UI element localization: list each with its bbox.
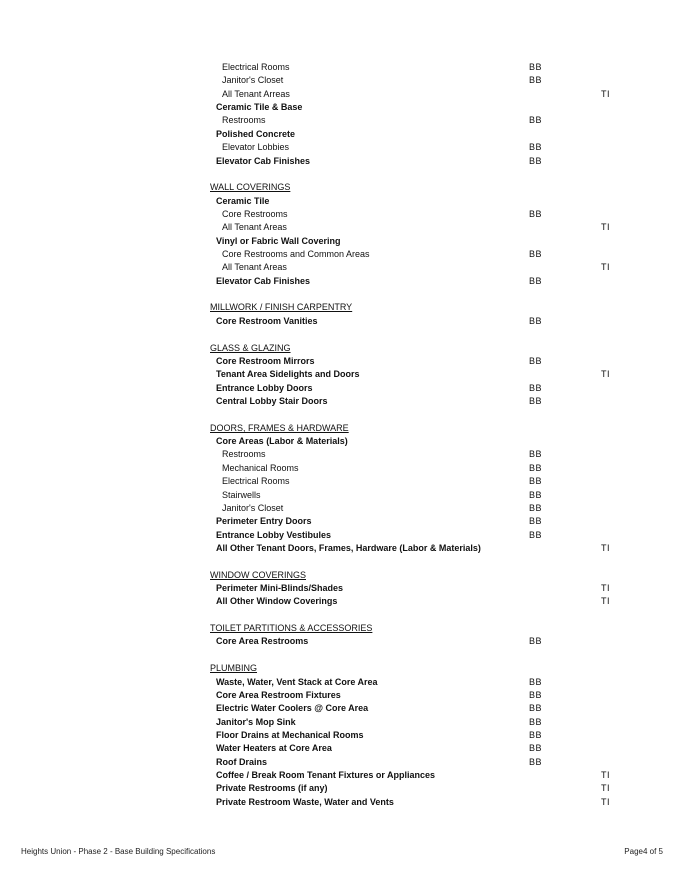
spec-item — [0, 101, 683, 114]
base-building-mark: BB — [529, 716, 543, 727]
spec-subitem — [0, 114, 683, 127]
spec-subitem — [0, 221, 683, 234]
base-building-mark: BB — [529, 636, 543, 647]
spec-item — [0, 769, 683, 782]
spec-label: Perimeter Entry Doors — [216, 516, 312, 527]
tenant-improvement-mark: TI — [601, 770, 610, 781]
spec-label: Perimeter Mini-Blinds/Shades — [216, 583, 344, 594]
base-building-mark: BB — [529, 142, 543, 153]
base-building-mark: BB — [529, 476, 543, 487]
tenant-improvement-mark: TI — [601, 542, 610, 553]
spec-item — [0, 515, 683, 528]
footer-page-number: Page4 of 5 — [624, 847, 663, 856]
tenant-improvement-mark: TI — [601, 88, 610, 99]
spec-label: Core Areas (Labor & Materials) — [216, 436, 348, 447]
section-heading — [0, 422, 683, 435]
spec-item — [0, 702, 683, 715]
base-building-mark: BB — [529, 689, 543, 700]
spec-subitem — [0, 462, 683, 475]
spacer-row — [0, 555, 683, 568]
base-building-mark: BB — [529, 275, 543, 286]
base-building-mark: BB — [529, 315, 543, 326]
section-heading — [0, 301, 683, 314]
spec-item — [0, 676, 683, 689]
section-heading — [0, 342, 683, 355]
spec-label: DOORS, FRAMES & HARDWARE — [210, 422, 349, 433]
spec-label: MILLWORK / FINISH CARPENTRY — [210, 302, 353, 313]
spec-label: Mechanical Rooms — [222, 462, 299, 473]
spec-subitem — [0, 261, 683, 274]
spec-label: Core Area Restrooms — [216, 636, 309, 647]
spec-subitem — [0, 248, 683, 261]
spec-label: WINDOW COVERINGS — [210, 569, 306, 580]
spec-label: TOILET PARTITIONS & ACCESSORIES — [210, 623, 373, 634]
spec-label: Janitor's Closet — [222, 502, 284, 513]
spec-label: All Other Tenant Doors, Frames, Hardware (Labor & Materials) — [216, 542, 481, 553]
spec-item — [0, 155, 683, 168]
spec-label: Electrical Rooms — [222, 62, 290, 72]
spec-item — [0, 435, 683, 448]
spacer-row — [0, 408, 683, 421]
spec-item — [0, 368, 683, 381]
spec-label: Stairwells — [222, 489, 261, 500]
spec-label: Vinyl or Fabric Wall Covering — [216, 235, 341, 246]
spec-item — [0, 689, 683, 702]
spec-item — [0, 716, 683, 729]
base-building-mark: BB — [529, 756, 543, 767]
spec-item — [0, 315, 683, 328]
spec-item — [0, 582, 683, 595]
spec-label: Electric Water Coolers @ Core Area — [216, 703, 369, 714]
spec-subitem — [0, 489, 683, 502]
base-building-mark: BB — [529, 516, 543, 527]
spec-label: Ceramic Tile & Base — [216, 102, 303, 113]
spec-item — [0, 128, 683, 141]
base-building-mark: BB — [529, 703, 543, 714]
spec-label: Water Heaters at Core Area — [216, 743, 332, 754]
spec-label: Core Restroom Vanities — [216, 315, 318, 326]
spec-label: Core Restrooms — [222, 208, 288, 219]
spec-label: Core Restrooms and Common Areas — [222, 249, 370, 260]
base-building-mark: BB — [529, 489, 543, 500]
spec-label: Electrical Rooms — [222, 476, 290, 487]
base-building-mark: BB — [529, 449, 543, 460]
tenant-improvement-mark: TI — [601, 583, 610, 594]
spec-label: Elevator Cab Finishes — [216, 155, 311, 166]
spec-item — [0, 782, 683, 795]
spec-label: GLASS & GLAZING — [210, 342, 291, 353]
spec-label: Entrance Lobby Doors — [216, 382, 313, 393]
spec-item — [0, 195, 683, 208]
footer-document-title: Heights Union - Phase 2 - Base Building Specifications — [21, 847, 216, 856]
section-heading — [0, 181, 683, 194]
spec-label: Ceramic Tile — [216, 195, 270, 206]
spec-subitem — [0, 448, 683, 461]
spec-label: Roof Drains — [216, 756, 268, 767]
spec-subitem — [0, 61, 683, 74]
spec-label: Elevator Cab Finishes — [216, 275, 311, 286]
base-building-mark: BB — [529, 502, 543, 513]
tenant-improvement-mark: TI — [601, 369, 610, 380]
spec-subitem — [0, 502, 683, 515]
spec-item — [0, 355, 683, 368]
spec-item — [0, 275, 683, 288]
spec-subitem — [0, 88, 683, 101]
spec-label: WALL COVERINGS — [210, 182, 291, 193]
base-building-mark: BB — [529, 382, 543, 393]
tenant-improvement-mark: TI — [601, 783, 610, 794]
section-heading — [0, 622, 683, 635]
base-building-mark: BB — [529, 208, 543, 219]
base-building-mark: BB — [529, 395, 543, 406]
base-building-mark: BB — [529, 676, 543, 687]
spacer-row — [0, 288, 683, 301]
spec-label: Tenant Area Sidelights and Doors — [216, 369, 360, 380]
section-heading — [0, 662, 683, 675]
spec-item — [0, 529, 683, 542]
spacer-row — [0, 328, 683, 341]
section-heading — [0, 569, 683, 582]
spec-item — [0, 635, 683, 648]
spec-label: Janitor's Mop Sink — [216, 716, 296, 727]
spec-subitem — [0, 208, 683, 221]
spec-item — [0, 595, 683, 608]
base-building-mark: BB — [529, 462, 543, 473]
spec-subitem — [0, 475, 683, 488]
spec-item — [0, 796, 683, 809]
spec-subitem — [0, 74, 683, 87]
base-building-mark: BB — [529, 529, 543, 540]
base-building-mark: BB — [529, 249, 543, 260]
spec-label: Restrooms — [222, 115, 266, 126]
spec-label: All Other Window Coverings — [216, 596, 338, 607]
spec-item — [0, 235, 683, 248]
spacer-row — [0, 168, 683, 181]
spec-label: Private Restrooms (if any) — [216, 783, 328, 794]
spec-label: Polished Concrete — [216, 128, 296, 139]
spec-label: Waste, Water, Vent Stack at Core Area — [216, 676, 378, 687]
base-building-mark: BB — [529, 75, 543, 86]
spec-label: Central Lobby Stair Doors — [216, 395, 328, 406]
spec-label: Entrance Lobby Vestibules — [216, 529, 332, 540]
spec-subitem — [0, 141, 683, 154]
base-building-mark: BB — [529, 743, 543, 754]
spec-label: Private Restroom Waste, Water and Vents — [216, 796, 394, 807]
spacer-row — [0, 649, 683, 662]
spec-label: Coffee / Break Room Tenant Fixtures or Appliances — [216, 770, 436, 781]
base-building-mark: BB — [529, 62, 543, 72]
spec-label: Elevator Lobbies — [222, 142, 290, 153]
base-building-mark: BB — [529, 115, 543, 126]
tenant-improvement-mark: TI — [601, 262, 610, 273]
spacer-row — [0, 609, 683, 622]
spec-item — [0, 729, 683, 742]
base-building-mark: BB — [529, 155, 543, 166]
tenant-improvement-mark: TI — [601, 222, 610, 233]
tenant-improvement-mark: TI — [601, 596, 610, 607]
spec-item — [0, 395, 683, 408]
spec-item — [0, 756, 683, 769]
spec-label: Core Area Restroom Fixtures — [216, 689, 341, 700]
specification-list — [0, 61, 683, 809]
spec-label: Restrooms — [222, 449, 266, 460]
spec-label: Floor Drains at Mechanical Rooms — [216, 729, 364, 740]
spec-label: Core Restroom Mirrors — [216, 355, 315, 366]
tenant-improvement-mark: TI — [601, 796, 610, 807]
spec-label: All Tenant Areas — [222, 262, 287, 273]
spec-label: Janitor's Closet — [222, 75, 284, 86]
spec-label: PLUMBING — [210, 663, 258, 674]
base-building-mark: BB — [529, 355, 543, 366]
spec-item — [0, 542, 683, 555]
spec-label: All Tenant Arreas — [222, 88, 290, 99]
spec-item — [0, 742, 683, 755]
base-building-mark: BB — [529, 729, 543, 740]
spec-item — [0, 382, 683, 395]
spec-label: All Tenant Areas — [222, 222, 287, 233]
